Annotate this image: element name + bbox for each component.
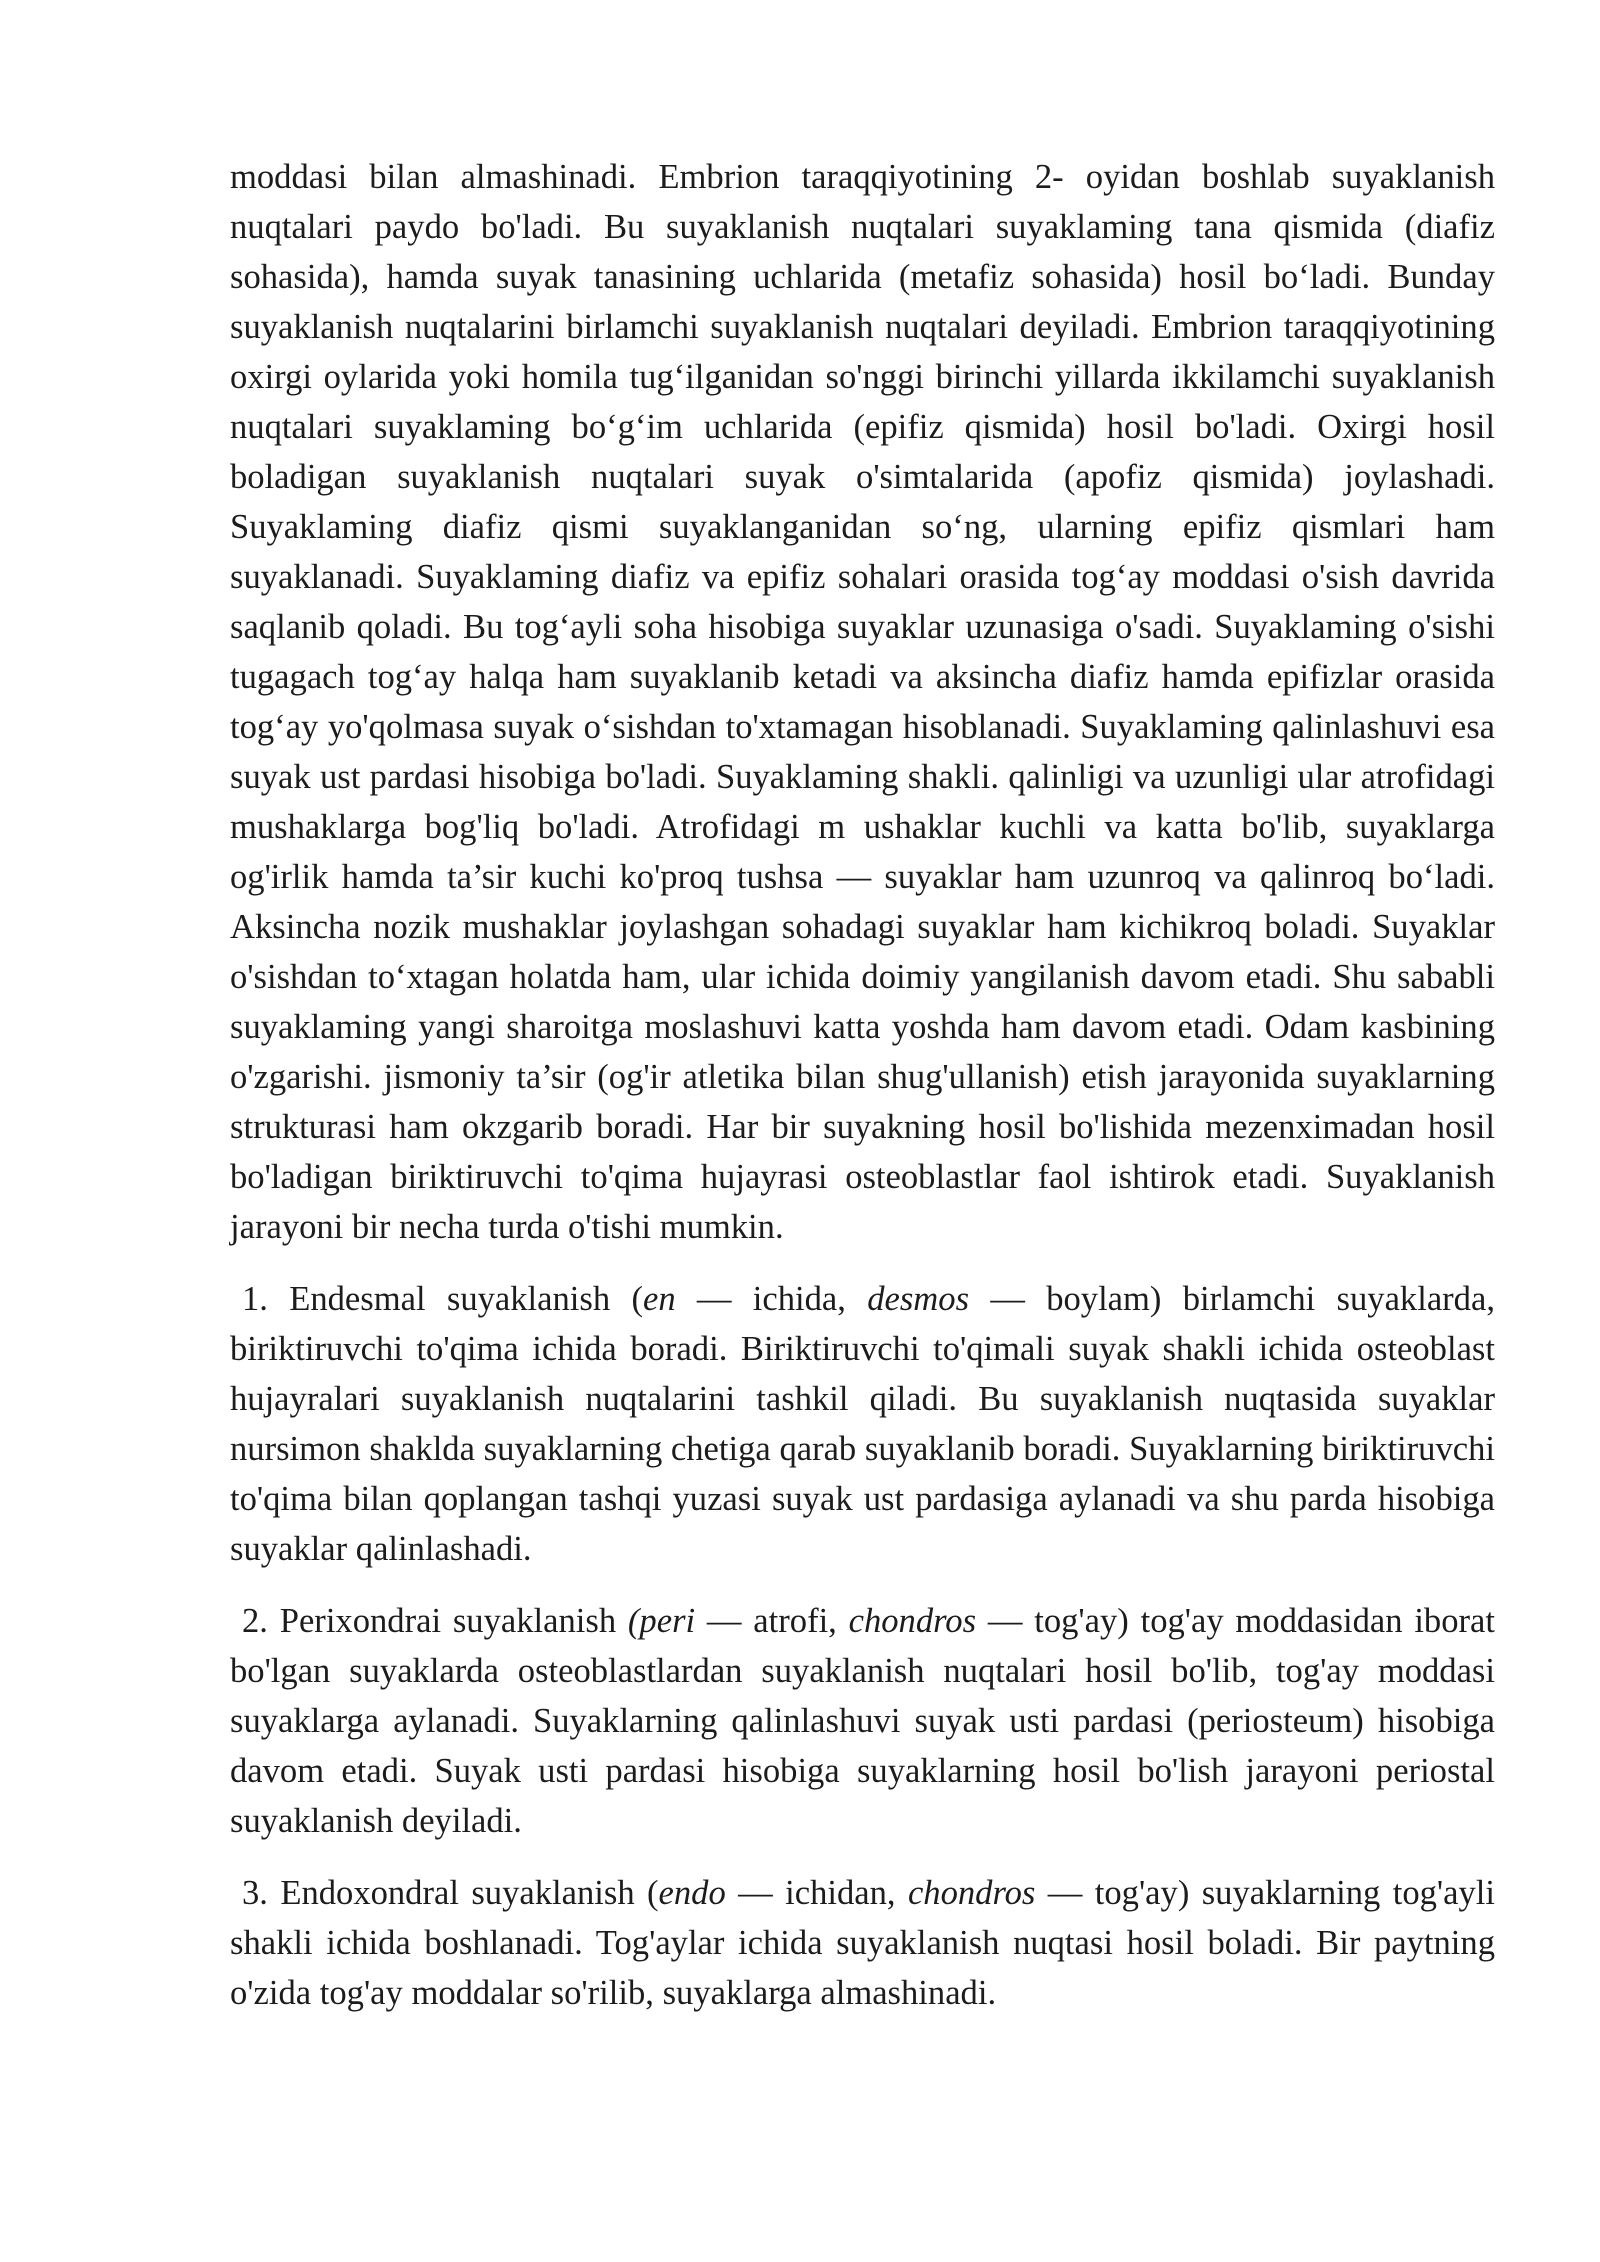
item-term: desmos <box>867 1280 970 1318</box>
list-item-endesmal <box>230 1274 1495 1574</box>
item-separator: — ichida, <box>675 1280 868 1318</box>
item-separator: — atrofi, <box>695 1602 849 1640</box>
body-paragraph: moddasi bilan almashinadi. Embrion taraqqiyotining 2- oyidan boshlab suyaklanish nuqtalari paydo bo'ladi. Bu suyaklanish nuqtalari suyaklaming tana qismida (diafiz sohasida), hamda suyak tanasining uchlarida (metafiz sohasida) hosil bo‘ladi. Bunday suyaklanish nuqtalarini birlamchi suyaklanish nuqtalari deyiladi. Embrion taraqqiyotining oxirgi oylarida yoki homila tug‘ilganidan so'nggi birinchi yillarda ikkilamchi suyaklanish nuqtalari suyaklaming bo‘g‘im uchlarida (epifiz qismida) hosil bo'ladi. Oxirgi hosil boladigan suyaklanish nuqtalari suyak o'simtalarida (apofiz qismida) joylashadi. Suyaklaming diafiz qismi suyaklanganidan so‘ng, ularning epifiz qismlari ham suyaklanadi. Suyaklaming diafiz va epifiz sohalari orasida tog‘ay moddasi o'sish davrida saqlanib qoladi. Bu tog‘ayli soha hisobiga suyaklar uzunasiga o'sadi. Suyaklaming o'sishi tugagach tog‘ay halqa ham suyaklanib ketadi va aksincha diafiz hamda epifizlar orasida tog‘ay yo'qolmasa suyak o‘sishdan to'xtamagan hisoblanadi. Suyaklaming qalinlashuvi esa suyak ust pardasi hisobiga bo'ladi. Suyaklaming shakli. qalinligi va uzunligi ular atrofidagi mushaklarga bog'liq bo'ladi. Atrofidagi m ushaklar kuchli va katta bo'lib, suyaklarga og'irlik hamda ta’sir kuchi ko'proq tushsa — suyaklar ham uzunroq va qalinroq bo‘ladi. Aksincha nozik mushaklar joylashgan sohadagi suyaklar ham kichikroq boladi. Suyaklar o'sishdan to‘xtagan holatda ham, ular ichida doimiy yangilanish davom etadi. Shu sababli suyaklaming yangi sharoitga moslashuvi katta yoshda ham davom etadi. Odam kasbining o'zgarishi. jismoniy ta’sir (og'ir atletika bilan shug'ullanish) etish jarayonida suyaklarning strukturasi ham okzgarib boradi. Har bir suyakning hosil bo'lishida mezenximadan hosil bo'ladigan biriktiruvchi to'qima hujayrasi osteoblastlar faol ishtirok etadi. Suyaklanish jarayoni bir necha turda o'tishi mumkin. <box>230 158 1495 1246</box>
item-term: chondros <box>907 1874 1036 1912</box>
item-lead: 3. Endoxondral suyaklanish ( <box>242 1874 659 1912</box>
item-separator: — ichidan, <box>725 1874 908 1912</box>
list-item-endoxondral <box>230 1868 1495 2018</box>
item-term: (peri <box>627 1602 696 1640</box>
item-term: endo <box>658 1874 726 1912</box>
item-text: — tog'ay) tog'ay moddasidan iborat bo'lgan suyaklarda osteoblastlardan suyaklanish nuqtalari hosil bo'lib, tog'ay moddasi suyaklarga aylanadi. Suyaklarning qalinlashuvi suyak usti pardasi (periosteum) hisobiga davom etadi. Suyak usti pardasi hisobiga suyaklarning hosil bo'lish jarayoni periostal suyaklanish deyiladi. <box>230 1602 1495 1840</box>
item-text: — tog'ay) suyaklarning tog'ayli shakli ichida boshlanadi. Tog'aylar ichida suyaklanish nuqtasi hosil boladi. Bir paytning o'zida tog'ay moddalar so'rilib, suyaklarga almashinadi. <box>230 1874 1496 2012</box>
item-lead: 2. Perixondrai suyaklanish <box>242 1602 628 1640</box>
document-page <box>230 152 1495 2018</box>
item-lead: 1. Endesmal suyaklanish ( <box>242 1280 643 1318</box>
item-term: chondros <box>848 1602 977 1640</box>
list-item-perixondral <box>230 1596 1495 1846</box>
item-text: — boylam) birlamchi suyaklarda, biriktiruvchi to'qima ichida boradi. Biriktiruvchi to'qimali suyak shakli ichida osteoblast hujayralari suyaklanish nuqtalarini tashkil qiladi. Bu suyaklanish nuqtasida suyaklar nursimon shaklda suyaklarning chetiga qarab suyaklanib boradi. Suyaklarning biriktiruvchi to'qima bilan qoplangan tashqi yuzasi suyak ust pardasiga aylanadi va shu parda hisobiga suyaklar qalinlashadi. <box>230 1280 1495 1568</box>
item-term: en <box>642 1280 676 1318</box>
